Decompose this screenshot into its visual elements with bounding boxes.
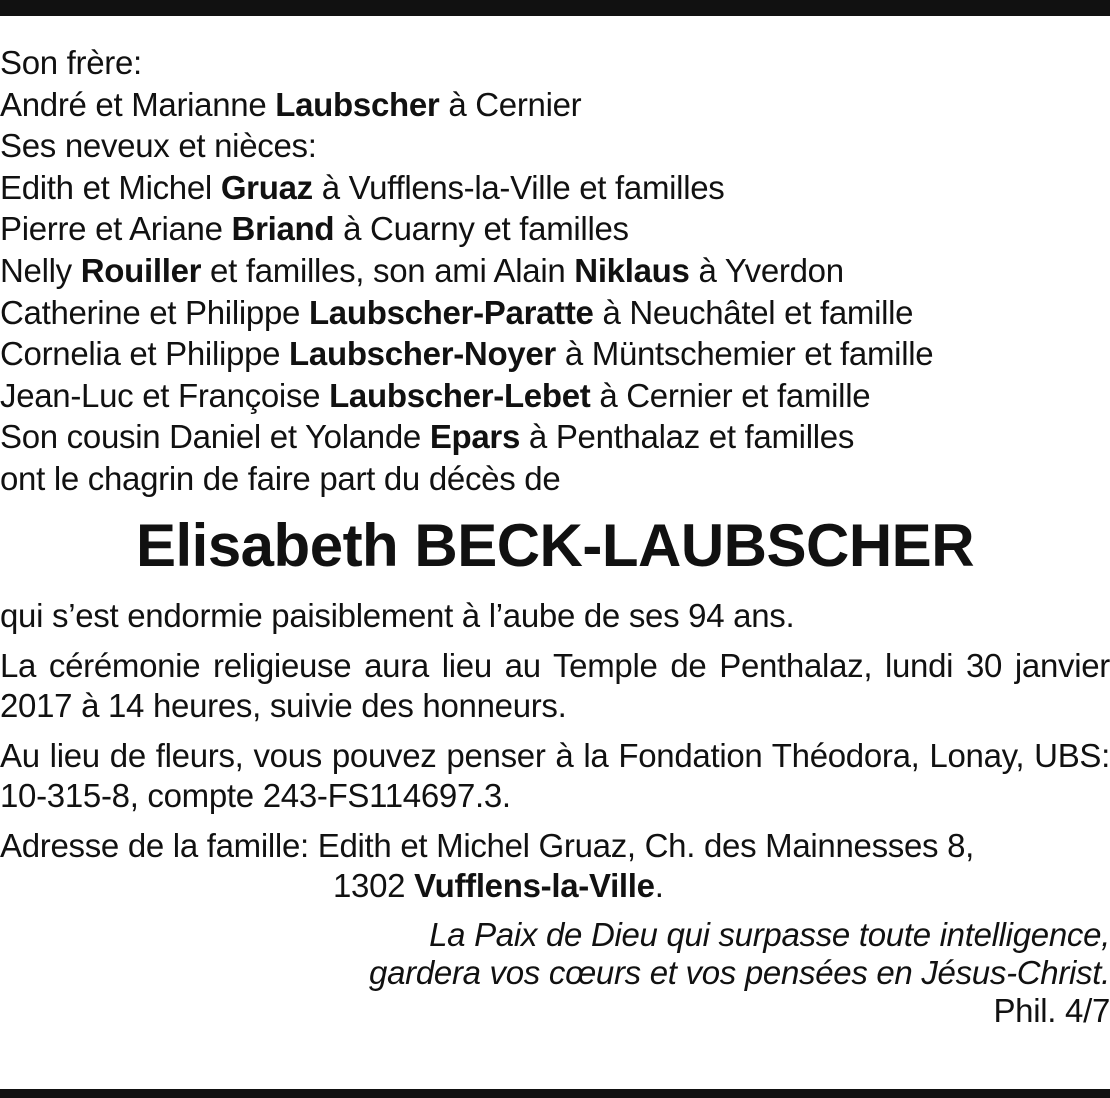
quote-reference: Phil. 4/7 [993, 991, 1110, 1029]
passing-paragraph: qui s’est endormie paisiblement à l’aube de ses 94 ans. [0, 596, 795, 634]
family-line: André et Marianne Laubscher à Cernier [0, 85, 582, 123]
family-line: Son cousin Daniel et Yolande Epars à Penthalaz et familles [0, 418, 855, 456]
family-surname: Rouiller [80, 251, 202, 289]
family-surname: Laubscher-Lebet [329, 376, 591, 414]
donation-paragraph: Au lieu de fleurs, vous pouvez penser à la Fondation Théodora, Lonay, UBS: 10-315-8, compte 243-FS114697.3. [0, 736, 1110, 814]
family-line: Son frère: [0, 44, 142, 81]
family-line: Catherine et Philippe Laubscher-Paratte à Neuchâtel et famille [0, 293, 914, 331]
family-surname: Niklaus [574, 251, 690, 289]
family-line: Ses neveux et nièces: [0, 127, 317, 165]
family-line: Pierre et Ariane Briand à Cuarny et familles [0, 210, 629, 248]
address-city-line: 1302 Vufflens-la-Ville. [333, 866, 664, 904]
family-line: Edith et Michel Gruaz à Vufflens-la-Ville et familles [0, 168, 725, 206]
family-surname: Laubscher-Noyer [289, 335, 556, 373]
family-surname: Epars [429, 418, 521, 456]
obituary-notice [0, 42, 1110, 1030]
top-rule [0, 0, 1110, 16]
family-surname: Laubscher-Paratte [308, 293, 594, 331]
bible-quote [0, 916, 1110, 1030]
bottom-rule [0, 1089, 1110, 1098]
family-surname: Gruaz [220, 168, 313, 206]
family-line: Jean-Luc et Françoise Laubscher-Lebet à Cernier et famille [0, 376, 871, 414]
family-line: Nelly Rouiller et familles, son ami Alain Niklaus à Yverdon [0, 251, 844, 289]
ceremony-paragraph: La cérémonie religieuse aura lieu au Temple de Penthalaz, lundi 30 janvier 2017 à 14 heures, suivie des honneurs. [0, 646, 1110, 724]
family-surname: Laubscher [275, 85, 440, 123]
deceased-name: Elisabeth BECK-LAUBSCHER [135, 511, 975, 579]
announcement-line: ont le chagrin de faire part du décès de [0, 459, 561, 497]
address-line: Adresse de la famille: Edith et Michel Gruaz, Ch. des Mainnesses 8, [0, 826, 975, 864]
family-list [0, 42, 1110, 500]
family-surname: Briand [231, 210, 335, 248]
quote-line: La Paix de Dieu qui surpasse toute intelligence, [429, 915, 1110, 953]
address-city: Vufflens-la-Ville [414, 866, 655, 904]
quote-line: gardera vos cœurs et vos pensées en Jésus-Christ. [369, 953, 1110, 991]
family-line: Cornelia et Philippe Laubscher-Noyer à Müntschemier et famille [0, 335, 934, 373]
family-address [0, 826, 1110, 906]
